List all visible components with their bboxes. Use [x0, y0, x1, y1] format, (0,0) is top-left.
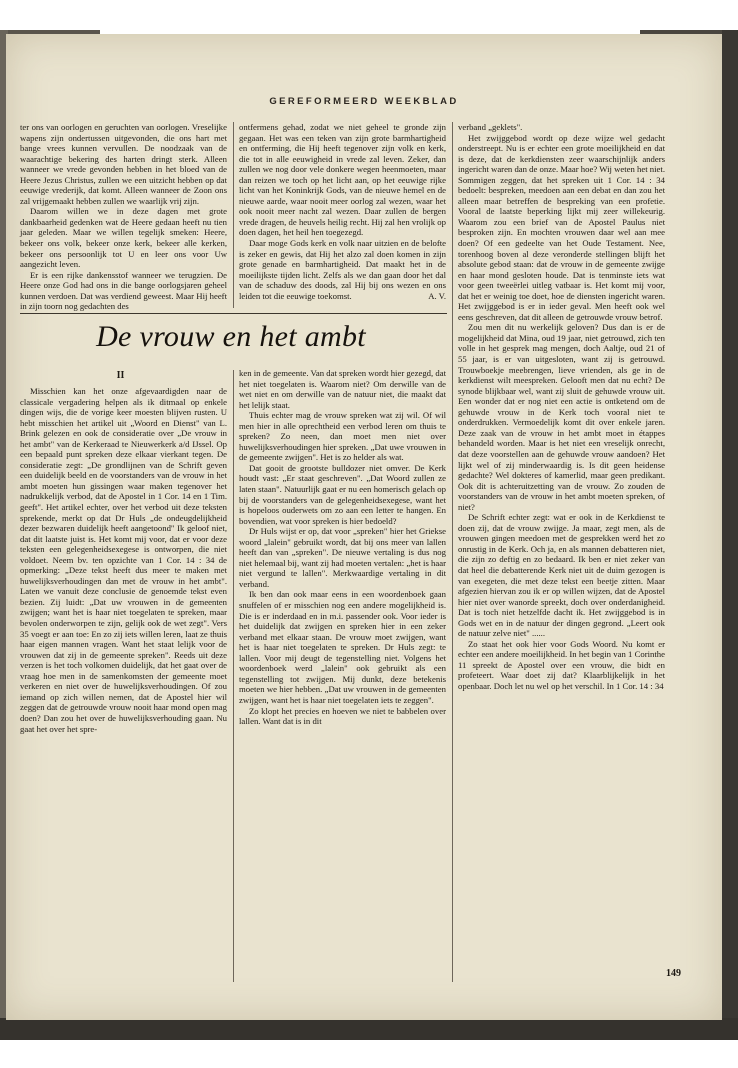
article-column-1: [20, 386, 227, 734]
paragraph: Zo staat het ook hier voor Gods Woord. Nu komt er echter een andere moeilijkheid. In het begin van 1 Corinthe 11 spreekt de Apostel over een vrouw, die bidt en profeteert. Waar doet zij dat? Klaarblijkelijk in het openbaar. Doch let nu wel op het verschil. In 1 Cor. 14 : 34: [458, 638, 665, 691]
column-divider: [233, 122, 234, 308]
paragraph: Ik ben dan ook maar eens in een woordenboek gaan snuffelen of er misschien nog een andere mogelijkheid is. Die is er inderdaad en in m.i. passender ook. Voor ieder is het duidelijk dat zwijgen en spreken hier in een zeker verband met elkaar staan. De vrouw moet zwijgen, want het is haar niet toegelaten te spreken. Dr Huls zegt: te lallen. Voor mij deugt de tegenstelling niet. Volgens het woordenboek werd „lalein" ook gebruikt als een tegenstelling tot zwijgen. Mij dunkt, deze betekenis moeten we hier hebben. „Dat uw vrouwen in de gemeenten zwijgen, want het is haar niet toegelaten iets te zeggen".: [239, 589, 446, 705]
article-column-3: [458, 122, 665, 692]
paragraph: Er is een rijke dankensstof wanneer we terugzien. De Heere onze God had ons in die bange oorlogsjaren geheel kunnen verdoen. Dat was verdiend geweest. Maar Hij heeft in zijn toorn nog gedachten des: [20, 269, 227, 312]
paragraph: Daarom willen we in deze dagen met grote dankbaarheid gedenken wat de Heere gedaan heeft nu tien jaar geleden. Maar we willen tegelijk smeken: Heere, bekeer ons volk, bekeer onze kerk, bekeer alle kerken, bekeer ons persoonlijk tot U en leer ons voor Uw aangezicht leven.: [20, 206, 227, 270]
paragraph: Zo klopt het precies en hoeven we niet te babbelen over lallen. Want dat is in dit: [239, 705, 446, 727]
column-divider: [452, 122, 453, 982]
paragraph: Misschien kan het onze afgevaardigden naar de classicale vergadering helpen als ik ditmaal op enkele dingen wijs, die de vorige keer moesten blijven rusten. U hebt misschien het artikel uit „Woord en Dienst" van L. Brink gelezen en ook de consideratie over „De vrouw in het ambt" van de Kerkeraad te Nieuwerkerk a/d IJssel. Op een bepaald punt spreken deze elkaar vierkant tegen. De consideratie zegt: „De grondlijnen van de Schrift geven een duidelijk beeld en de voorstanders van de vrouw in het ambt moeten hun gissingen waar maken tegenover het nadrukkelijk verbod, dat de Apostel in 1 Cor. 14 en 1 Tim. geeft". Het artikel echter, over het verbod uit deze teksten sprekende, merkt op dat Dr Huls „de ondeugdelijkheid dezer bezwaren duidelijk heeft aangetoond" Ik geloof niet, dat dit laatste juist is. Het komt mij voor, dat er voor deze teksten een gelegenheidsexegese is ontworpen, die niet voldoet. Neem bv. ten opzichte van 1 Cor. 14 : 34 de opmerking: „Deze tekst heeft dus meer te maken met huwelijksverhoudingen dan met de vrouw in het ambt". Laten we vanuit deze conclusie de genoemde tekst even bezien. Zij luidt: „Dat uw vrouwen in de gemeenten zwijgen; want het is haar niet toegelaten te spreken, maar bevolen onderworpen te zijn, gelijk ook de wet zegt". Vers 35 voegt er aan toe: En zo zij iets willen leren, laat ze thuis haar eigen mannen vragen. Want het staat lelijk voor de vrouwen dat zij in de gemeente spreken". Reeds uit deze verzen is het toch volkomen duidelijk, dat het gaat over de vraag hoe men in de samenkomsten der gemeente moet verkeren en niet over de huwelijksverhoudingen. Of zou iemand op zich willen nemen, dat de Apostel hier wil zeggen dat de getrouwde vrouw nooit haar mond open mag doen? Dan zou het over de huwelijksverhouding gaan. Nu gaat het over het spre-: [20, 386, 227, 734]
scan-border-right: [722, 30, 738, 1040]
article-column-2: [239, 368, 446, 727]
paragraph: ter ons van oorlogen en geruchten van oorlogen. Vreselijke wapens zijn ondertussen uitgevonden, die ons hart met bange vrees kunnen vervullen. De noodzaak van de waarachtige bekering des harten dringt sterk. Alleen wanneer we vrede gevonden hebben in het bloed van de Heere Jezus Christus, zullen we een uitzicht hebben op dat eeuwige vrederijk, dat komt. Alleen wanneer de Zoon ons zal vrijgemaakt hebben zullen we waarlijk vrij zijn.: [20, 122, 227, 206]
paragraph: [239, 238, 446, 301]
paragraph: Het zwijggebod wordt op deze wijze wel gedacht onderstreept. Nu is er echter een grote moeilijkheid en dat is deze, dat de kerkdiensten zeer waarschijnlijk anders ingericht waren dan de onze. Maar hoe? Wij weten het niet. Sommigen zeggen, dat het spreken uit 1 Cor. 14 : 34 bedoelt: bespreken, meedoen aan een debat en dan zou het alleen maar betreffen de bespreking van een profetie. Vooral de laatste beperking lijkt mij zeer willekeurig. Waarom zou een brief van de Apostel Paulus niet besproken zijn. En mochten vrouwen daar wel aan mee doen? Of een gedeelte van het Oude Testament. Nee, torenhoog boven al deze veronderde stellingen blijft het absolute gebod staan: dat de vrouw in de gemeente zwijge en haar mond gesloten houde. Dat is tenminste iets wat voor geen tweeërlei uitleg vatbaar is. Het komt mij voor, dat het er weinig toe doet, hoe de diensten ingericht waren. Het zwijggebod is er in ieder geval. Men heeft ook wel eens geschreven, dat dit alleen de getrouwde vrouw betrof.: [458, 132, 665, 322]
paragraph: ontfermens gehad, zodat we niet geheel te gronde zijn gegaan. Het was een teken van zijn grote barmhartigheid en ontferming, die Hij heeft tegenover zijn volk en kerk, die tot in alle eeuwigheid in vrede zal leven. Zeker, dan zullen we nog door vele donkere wegen heenmoeten, maar dan reizen we toch op het licht aan, op het eeuwige rijke licht van het Koninkrijk Gods, van de nieuwe hemel en de nieuwe aarde, waar nooit meer oorlog zal wezen, waar het ook nooit meer nacht zal wezen. Daar zullen de bergen vrede dragen, de heuvels heilig recht. Hij zal hen vrolijk op doen dagen, het heil hen toegezegd.: [239, 122, 446, 238]
paragraph-text: Daar moge Gods kerk en volk naar uitzien en de belofte is zeker en gewis, dat Hij het alzo zal doen komen in zijn grote genade en barmhartigheid. Dat maakt het in de moeilijkste tijden licht. Zelfs als we dan gaan door het dal van de schaduw des doods, zal Hij bij ons wezen en ons leiden tot die eeuwige toekomst.: [239, 238, 446, 301]
paragraph: ken in de gemeente. Van dat spreken wordt hier gezegd, dat het niet toegelaten is. Waarom niet? Om derwille van de wet niet en om derwille van de natuur niet, die maakt dat het lelijk staat.: [239, 368, 446, 410]
running-header: GEREFORMEERD WEEKBLAD: [269, 96, 459, 107]
top-column-2: [239, 122, 446, 301]
paragraph: verband „geklets".: [458, 122, 523, 132]
page-number: 149: [666, 968, 681, 979]
article-title: De vrouw en het ambt: [96, 320, 366, 353]
scan-border-bottom: [0, 1018, 738, 1040]
section-divider: [20, 313, 447, 314]
page-sheet: [6, 34, 722, 1020]
column-divider: [233, 370, 234, 982]
top-column-1: [20, 122, 227, 312]
paragraph: Zou men dit nu werkelijk geloven? Dus dan is er de mogelijkheid dat Mina, oud 19 jaar, niet getrouwd, zich ten volle in het gesprek mag mengen, doch Aaltje, oud 21 of 55 jaar, is er van uitgesloten, want zij is getrouwd. Trouwboekje meebrengen, lieve vrienden, als ge in de kerkdienst wilt meespreken. Gelooft men dat nu echt? De synode blijkbaar wel, want zij sluit de gehuwde vrouw uit. Een wonder dat er nog niet een actie is ontketend om de gehuwde vrouw in de Kerk toch vooral niet te onderdrukken. Vermoedelijk komt dit over enkele jaren. Deze zaak van de vrouw in het ambt moet in étappes behandeld worden. Maar is het niet een vreselijk onrecht, dat deze voorstellen aan de gehuwde vrouw aandoen? Het lijkt wel of zij minderwaardig is. Is dit geen heidense gedachte? Wel dokteres of kamerlid, maar geen predikant. Ook dit is achteruitzetting van de vrouw. Zo zouden de voorstanders van de vrouw in het ambt moeten spreken, of niet?: [458, 322, 665, 512]
paragraph: Dr Huls wijst er op, dat voor „spreken" hier het Griekse woord „lalein" gebruikt wordt, dat bij ons meer van lallen heeft dan van „spreken". De nieuwe vertaling is dus nog niet helemaal bij, want zij had moeten vertalen: „het is haar niet vergund te lallen". Merkwaardige vertaling in dit verband.: [239, 526, 446, 589]
paragraph: De Schrift echter zegt: wat er ook in de Kerkdienst te doen zij, dat de vrouw zwijge. Ja maar, zegt men, als de vrouwen gingen meedoen met de gesprekken werd het zo onrustig in de Kerk. Och ja, en als mannen debatteren niet, die zijn zo deftig en zo bedaard. Ik ben er niet zeker van dat heel die debatterende Kerk niet uit de duim gezogen is van exegeten, die met deze tekst een beetje zitten. Maar afgezien hiervan zou ik er op willen wijzen, dat de Apostel hier niet over wanorde spreekt, doch over onderdanigheid. Dat is toch niet hetzelfde dacht ik. Het zwijggebod is in Gods wet en in de natuur der dingen gegrond. „Leert ook de natuur zelve niet" ......: [458, 512, 665, 639]
paragraph: Dat gooit de grootste bulldozer niet omver. De Kerk houdt vast: „Er staat geschreven". „Dat Woord zullen ze laten staan". Natuurlijk gaat er nu een homerisch gelach op bij de voorstanders van de gelegenheidsexegese, want het is hopeloos ouderwets om zo aan een letter te hangen. En bovendien, wat voor spreken is hier bedoeld?: [239, 462, 446, 526]
paragraph: Thuis echter mag de vrouw spreken wat zij wil. Of wil men hier in alle oprechtheid een verbod leren om thuis te spreken? Zo neen, dan moet men niet over huwelijksverhoudingen hier spreken. „Dat uwe vrouwen in de gemeente zwijgen". Het is zo helder als wat.: [239, 410, 446, 463]
author-signature: A. V.: [428, 290, 446, 301]
section-numeral: II: [116, 370, 125, 381]
